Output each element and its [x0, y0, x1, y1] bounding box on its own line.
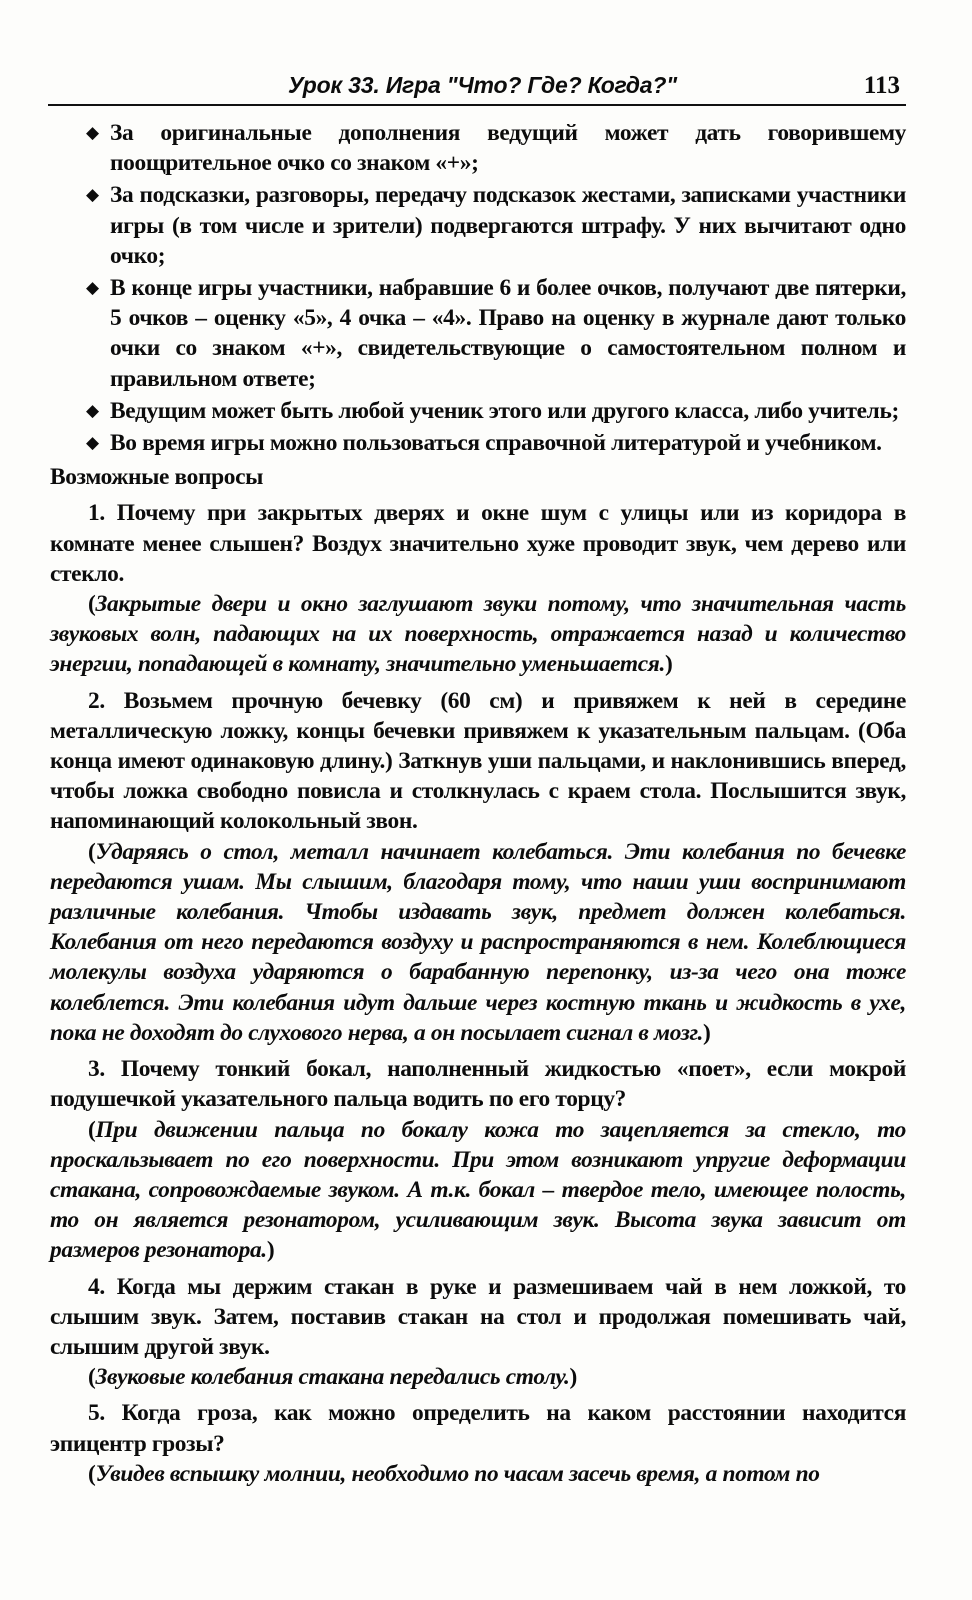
rule-item: ◆ Ведущим может быть любой ученик этого или другого класса, либо учитель;	[50, 396, 906, 426]
question-1: 1. Почему при закрытых дверях и окне шум с улицы или из коридора в комнате менее слышен? Воздух значительно хуже проводит звук, чем дерево или стекло.	[50, 500, 906, 587]
rule-item: ◆ За подсказки, разговоры, передачу подсказок жестами, записками участники игры (в том числе и зрители) подвергаются штрафу. У них вычитают одно очко;	[86, 182, 906, 269]
running-title: Урок 33. Игра "Что? Где? Когда?"	[288, 72, 677, 98]
rules-list	[50, 118, 906, 458]
section-heading: Возможные вопросы	[50, 464, 264, 491]
rule-item: ◆ Во время игры можно пользоваться справочной литературой и учебником.	[50, 428, 906, 458]
page-body	[50, 118, 906, 1495]
bullet-icon: ◆	[86, 433, 99, 453]
bullet-icon: ◆	[86, 123, 99, 142]
bullet-icon: ◆	[86, 278, 99, 298]
question-3: 3. Почему тонкий бокал, наполненный жидкостью «поет», если мокрой подушечкой указательного пальца водить по его торцу?	[50, 1056, 906, 1113]
answer-1: (Закрытые двери и окно заглушают звуки потому, что значительная часть звуковых волн, падающих на их поверхность, отражается назад и количество энергии, попадающей в комнату, значительно уменьшается.)	[50, 591, 906, 678]
question-5: 5. Когда гроза, как можно определить на каком расстоянии находится эпицентр грозы?	[50, 1400, 906, 1457]
question-2: 2. Возьмем прочную бечевку (60 см) и привяжем к ней в середине металлическую ложку, концы бечевки привяжем к указательным пальцам. (Оба конца имеют одинаковую длину.) Заткнув уши пальцами, и наклонившись вперед, чтобы ложка свободно повисла и столкнулась с краем стола. Послышится звук, напоминающий колокольный звон.	[50, 687, 906, 835]
bullet-icon: ◆	[86, 185, 99, 205]
rule-item: ◆ За оригинальные дополнения ведущий может дать говорившему поощрительное очко со знаком «+»;	[86, 120, 906, 177]
running-header	[48, 70, 906, 106]
page-number: 113	[863, 72, 900, 99]
answer-2: (Ударяясь о стол, металл начинает колебаться. Эти колебания по бечевке передаются ушам. Мы слышим, благодаря тому, что наши уши воспринимают различные колебания. Чтобы издавать звук, предмет должен колебаться. Колебания от него передаются воздуху и распространяются в нем. Колеблющиеся молекулы воздуха ударяются о барабанную перепонку, из-за чего она тоже колеблется. Эти колебания идут дальше через костную ткань и жидкость в ухе, пока не доходят до слухового нерва, а он посылает сигнал в мозг.)	[50, 838, 906, 1046]
answer-5: (Увидев вспышку молнии, необходимо по часам засечь время, а потом по	[88, 1460, 820, 1487]
question-4: 4. Когда мы держим стакан в руке и размешиваем чай в нем ложкой, то слышим звук. Затем, поставив стакан на стол и продолжая помешивать чай, слышим другой звук.	[50, 1273, 906, 1360]
rule-item: ◆ В конце игры участники, набравшие 6 и более очков, получают две пятерки, 5 очков – оценку «5», 4 очка – «4». Право на оценку в журнале дают только очки со знаком «+», свидетельствующие о самостоятельном полном и правильном ответе;	[86, 275, 906, 392]
answer-4: (Звуковые колебания стакана передались столу.)	[88, 1364, 577, 1391]
answer-3: (При движении пальца по бокалу кожа то зацепляется за стекло, то проскальзывает по его поверхности. При этом возникают упругие деформации стакана, сопровождаемые звуком. А т.к. бокал – твердое тело, имеющее полость, то он является резонатором, усиливающим звук. Высота звука зависит от размеров резонатора.)	[50, 1116, 906, 1264]
bullet-icon: ◆	[86, 400, 99, 420]
